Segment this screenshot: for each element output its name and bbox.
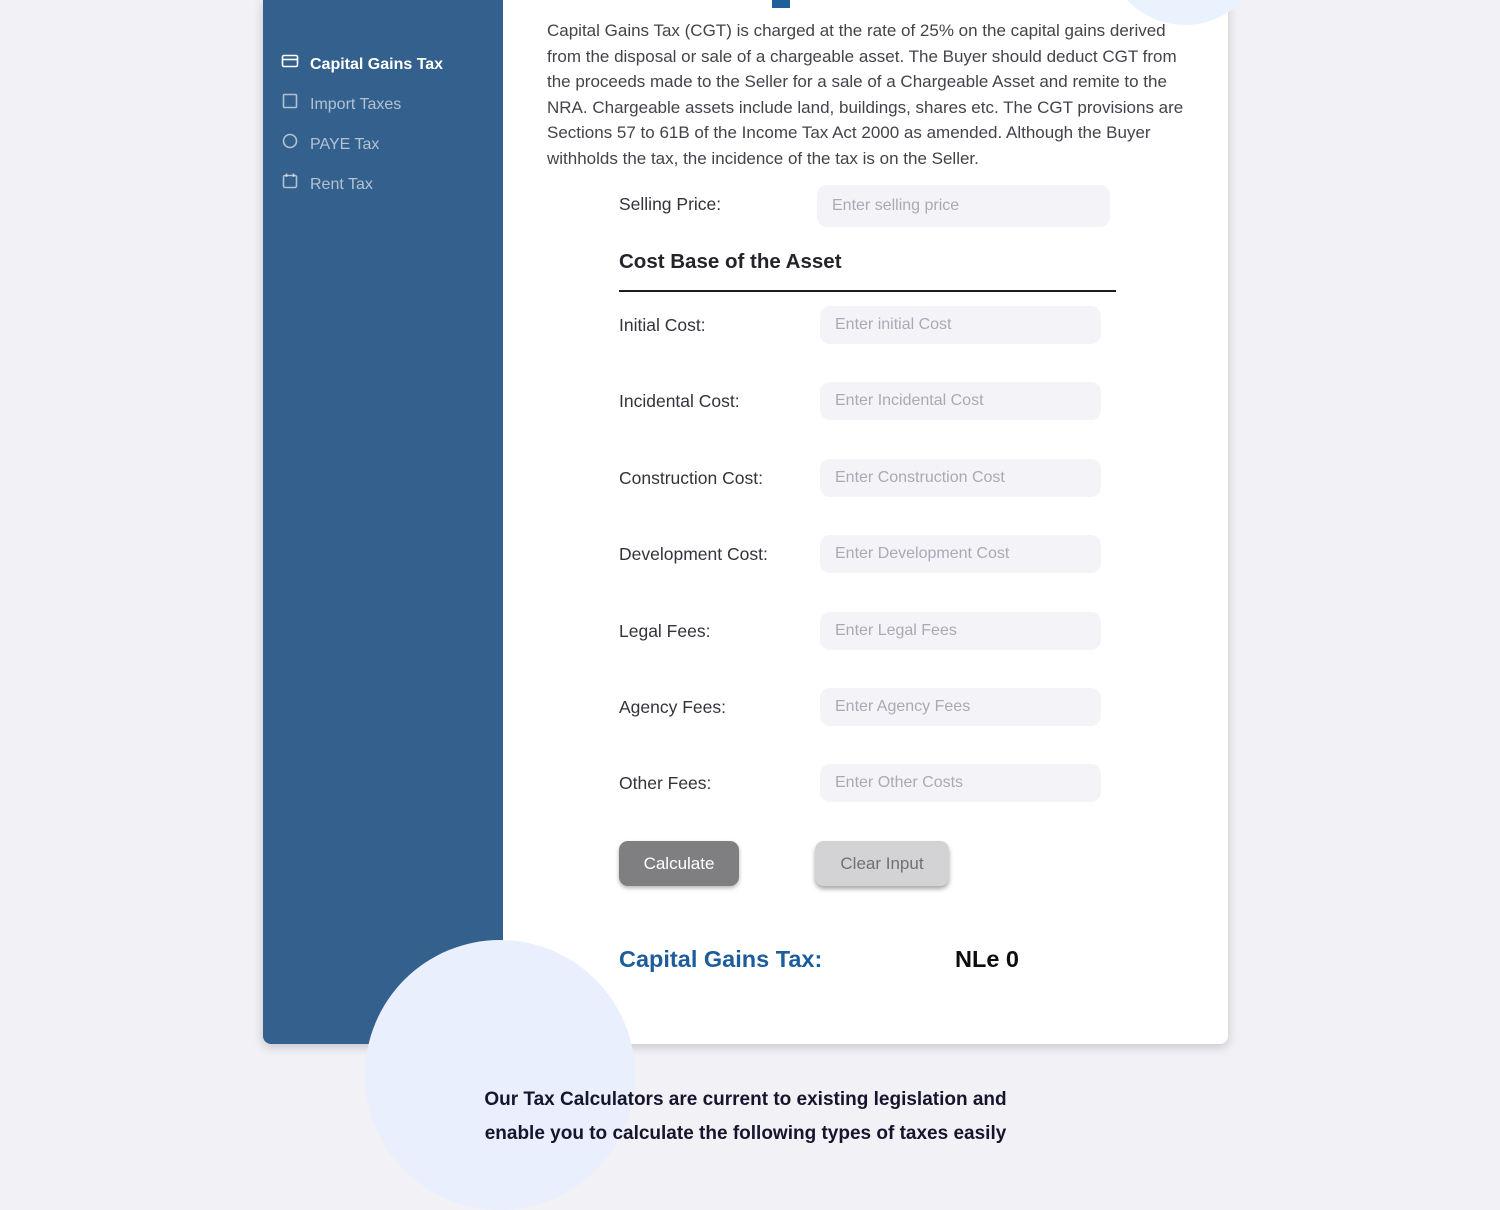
construction-cost-label: Construction Cost: [619,468,763,488]
sidebar-item-label: Rent Tax [310,175,373,193]
clear-input-button[interactable]: Clear Input [815,841,949,886]
square-icon [281,92,299,116]
legal-fees-label: Legal Fees: [619,621,711,641]
sidebar-item-label: PAYE Tax [310,135,380,153]
sidebar-item-import-taxes[interactable] [263,84,503,124]
selling-price-input[interactable] [817,185,1110,227]
other-fees-input[interactable] [820,764,1101,802]
development-cost-label: Development Cost: [619,544,768,564]
result-value: NLe 0 [955,946,1019,972]
agency-fees-input[interactable] [820,688,1101,726]
footer-note [263,1083,1228,1151]
section-divider [619,290,1116,292]
construction-cost-input[interactable] [820,459,1101,497]
incidental-cost-label: Incidental Cost: [619,391,740,411]
sidebar-item-label: Import Taxes [310,95,402,113]
initial-cost-label: Initial Cost: [619,315,706,335]
footer-line-2: enable you to calculate the following types of taxes easily [484,1123,1007,1144]
selling-price-label: Selling Price: [619,194,722,214]
legal-fees-input[interactable] [820,612,1101,650]
sidebar [263,0,503,1044]
cgt-description: Capital Gains Tax (CGT) is charged at the rate of 25% on the capital gains derived from the disposal or sale of a chargeable asset. The Buyer should deduct CGT from the proceeds made to the Seller for a sale of a Chargeable Asset and remite to the NRA. Chargeable assets include land, buildings, shares etc. The CGT provisions are Sections 57 to 61B of the Income Tax Act 2000 as amended. Although the Buyer withholds the tax, the incidence of the tax is on the Seller. [547,21,1184,168]
sidebar-item-capital-gains-tax[interactable] [263,44,503,84]
calculator-card [263,0,1228,1044]
development-cost-input[interactable] [820,535,1101,573]
sidebar-item-label: Capital Gains Tax [310,55,444,73]
decorative-circle-bottom-left [365,940,635,1210]
calculate-button[interactable]: Calculate [619,841,739,886]
main-content [503,0,1228,1044]
cost-base-section-title: Cost Base of the Asset [619,250,842,273]
sidebar-item-rent-tax[interactable] [263,164,503,204]
initial-cost-input[interactable] [820,306,1101,344]
agency-fees-label: Agency Fees: [619,697,726,717]
sidebar-item-paye-tax[interactable] [263,124,503,164]
clipped-page-title-fragment [772,0,790,8]
other-fees-label: Other Fees: [619,773,712,793]
footer-line-1: Our Tax Calculators are current to existing legislation and [484,1089,1007,1110]
circle-icon [281,132,299,156]
result-label: Capital Gains Tax: [619,946,823,972]
calendar-icon [281,172,299,196]
credit-card-icon [281,52,299,76]
incidental-cost-input[interactable] [820,382,1101,420]
